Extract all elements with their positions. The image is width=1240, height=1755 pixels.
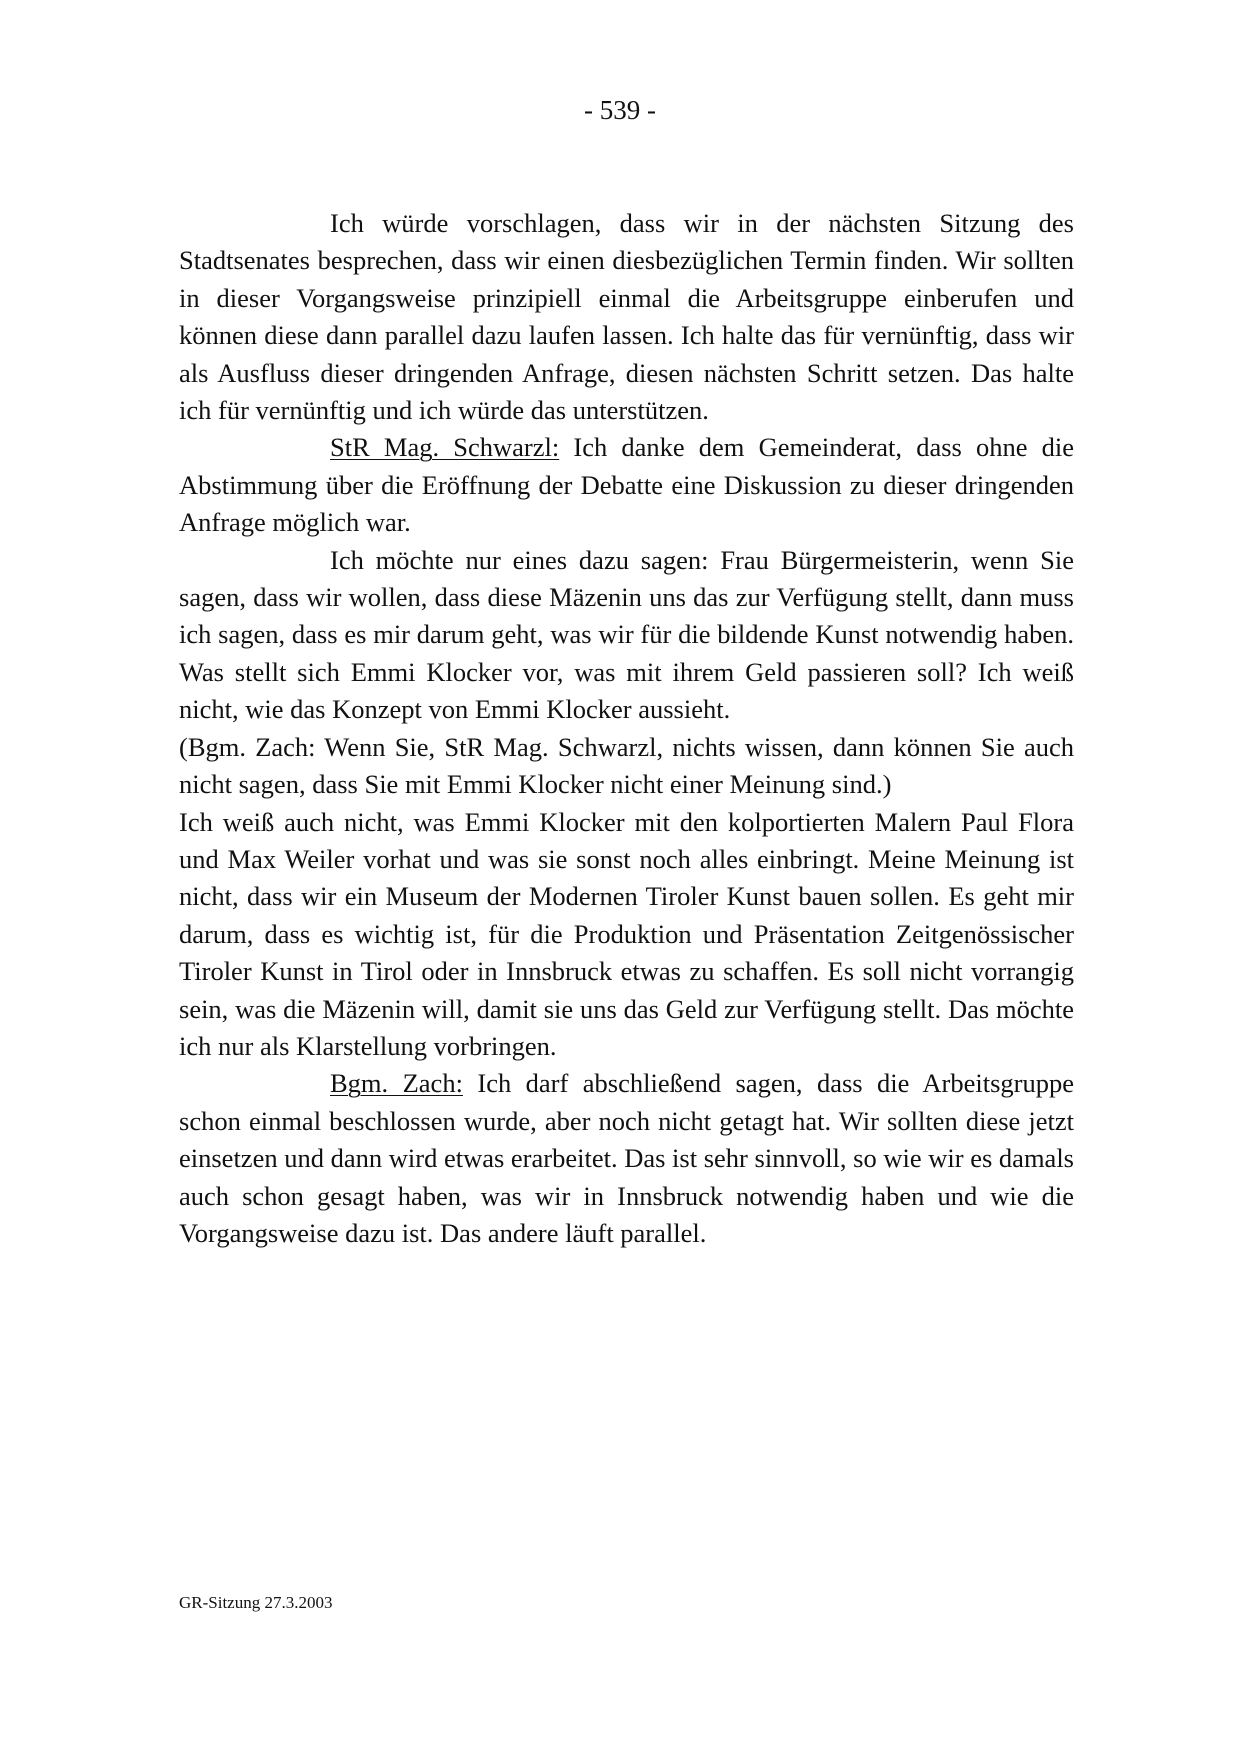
paragraph-text: Ich darf abschließend sagen, dass die Arbeitsgruppe schon einmal beschlossen wurde, aber noch nicht getagt hat. Wir sollten diese jetzt einsetzen und dann wird etwas erarbeitet. Das ist sehr sinnvoll, so wie wir es damals auch schon gesagt haben, was wir in Innsbruck notwendig haben und wie die Vorgangsweise dazu ist. Das andere läuft parallel.: [179, 1068, 1074, 1248]
paragraph-2: [179, 429, 1074, 541]
page-number: - 539 -: [584, 95, 656, 125]
paragraph-5: [179, 804, 1074, 1066]
paragraph-text: (Bgm. Zach: Wenn Sie, StR Mag. Schwarzl, nichts wissen, dann können Sie auch nicht sagen, dass Sie mit Emmi Klocker nicht einer Meinung sind.): [179, 731, 1074, 800]
speaker-label: Bgm. Zach:: [330, 1068, 463, 1099]
paragraph-text: Ich weiß auch nicht, was Emmi Klocker mit den kolportierten Malern Paul Flora und Max Weiler vorhat und was sie sonst noch alles einbringt. Meine Meinung ist nicht, dass wir ein Museum der Modernen Tiroler Kunst bauen sollen. Es geht mir darum, dass es wichtig ist, für die Produktion und Präsentation Zeitgenössischer Tiroler Kunst in Tirol oder in Innsbruck etwas zu schaffen. Es soll nicht vorrangig sein, was die Mäzenin will, damit sie uns das Geld zur Verfügung stellt. Das möchte ich nur als Klarstellung vorbringen.: [179, 806, 1074, 1061]
paragraph-text: Ich möchte nur eines dazu sagen: Frau Bürgermeisterin, wenn Sie sagen, dass wir wollen, dass diese Mäzenin uns das zur Verfügung stellt, dann muss ich sagen, dass es mir darum geht, was wir für die bildende Kunst notwendig haben. Was stellt sich Emmi Klocker vor, was mit ihrem Geld passieren soll? Ich weiß nicht, wie das Konzept von Emmi Klocker aussieht.: [179, 544, 1074, 725]
paragraph-6: [179, 1065, 1074, 1252]
speaker-label: StR Mag. Schwarzl:: [330, 432, 560, 463]
paragraph-3: [179, 542, 1074, 729]
paragraph-text: Ich danke dem Gemeinderat, dass ohne die Abstimmung über die Eröffnung der Debatte eine Diskussion zu dieser dringenden Anfrage möglich war.: [179, 432, 1075, 538]
paragraph-1: [179, 205, 1074, 429]
document-body: [179, 205, 1074, 1252]
paragraph-4-interjection: [179, 729, 1074, 804]
footer-session-date: GR-Sitzung 27.3.2003: [179, 1593, 333, 1612]
paragraph-text: Ich würde vorschlagen, dass wir in der nächsten Sitzung des Stadtsenates besprechen, dass wir einen diesbezüglichen Termin finden. Wir sollten in dieser Vorgangsweise prinzipiell einmal die Arbeitsgruppe einberufen und können diese dann parallel dazu laufen lassen. Ich halte das für vernünftig, dass wir als Ausfluss dieser dringenden Anfrage, diesen nächsten Schritt setzen. Das halte ich für vernünftig und ich würde das unterstützen.: [179, 208, 1074, 426]
